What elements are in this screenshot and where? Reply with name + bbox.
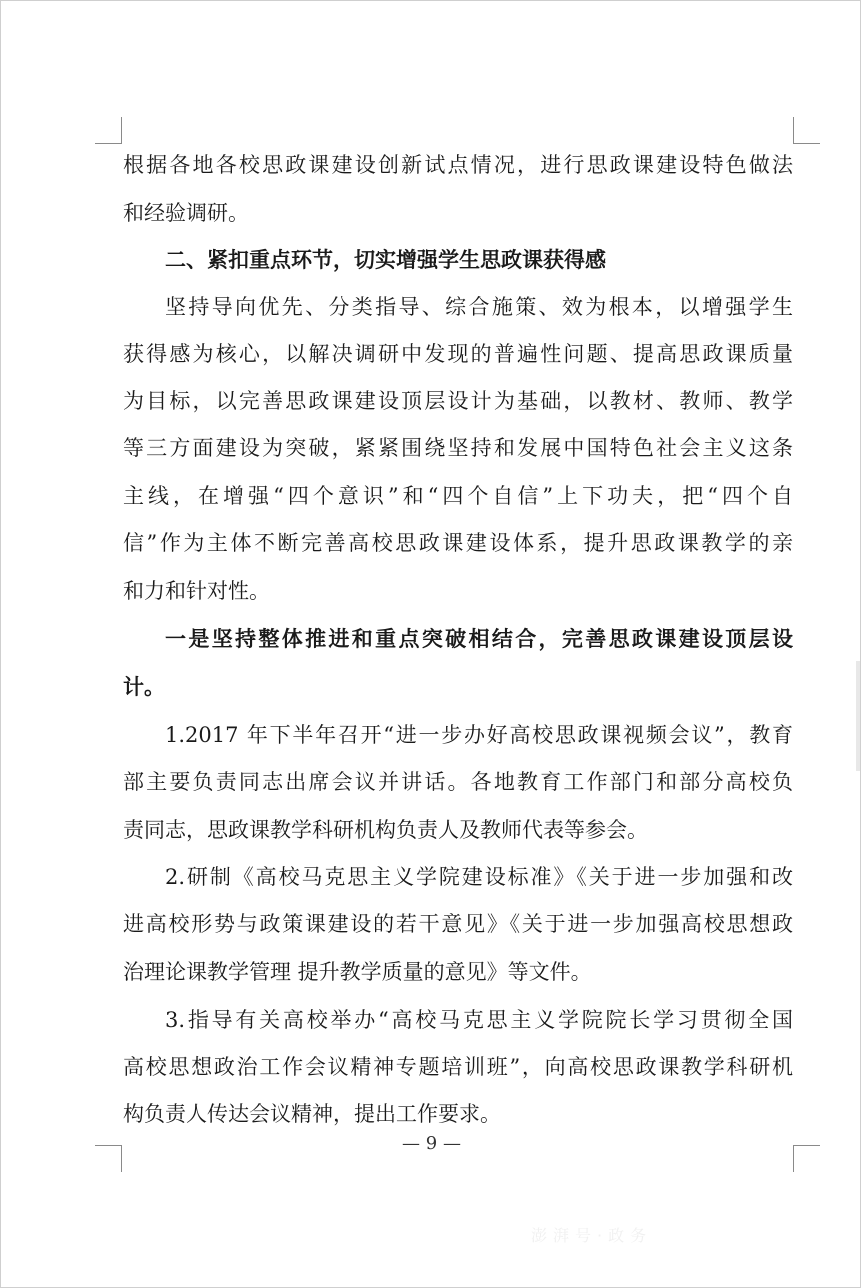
subheading-text-line: 计。: [123, 674, 165, 699]
crop-mark-top-right: [793, 117, 820, 144]
section-heading: 二、紧扣重点环节，切实增强学生思政课获得感: [165, 247, 606, 272]
body-text-line: 坚持导向优先、分类指导、综合施策、效为根本，以增强学生: [165, 295, 793, 319]
list-item-text-line: 治理论课教学管理 提升教学质量的意见》等文件。: [123, 960, 592, 984]
list-item-text-line: 责同志，思政课教学科研机构负责人及教师代表等参会。: [123, 818, 648, 842]
body-text-line: 等三方面建设为突破，紧紧围绕坚持和发展中国特色社会主义这条: [123, 436, 793, 460]
list-item-text-line: 1.2017 年下半年召开“进一步办好高校思政课视频会议”，教育: [165, 723, 793, 747]
list-item-text-line: 构负责人传达会议精神，提出工作要求。: [123, 1102, 501, 1126]
watermark: 澎湃号·政务: [531, 1226, 653, 1245]
body-text-line: 获得感为核心，以解决调研中发现的普遍性问题、提高思政课质量: [123, 342, 793, 366]
subheading-text-line: 一是坚持整体推进和重点突破相结合，完善思政课建设顶层设: [165, 626, 793, 651]
body-text-line: 主线，在增强“四个意识”和“四个自信”上下功夫，把“四个自: [123, 484, 793, 508]
side-scroll-mark: [856, 661, 860, 771]
list-item-text-line: 进高校形势与政策课建设的若干意见》《关于进一步加强高校思想政: [123, 912, 793, 936]
list-item-text-line: 高校思想政治工作会议精神专题培训班”，向高校思政课教学科研机: [123, 1055, 793, 1079]
body-text-line: 信”作为主体不断完善高校思政课建设体系，提升思政课教学的亲: [123, 531, 793, 555]
body-text-line: 根据各地各校思政课建设创新试点情况，进行思政课建设特色做法: [123, 153, 793, 177]
crop-mark-top-left: [95, 117, 122, 144]
body-text-line: 和力和针对性。: [123, 579, 270, 603]
page-number: — 9 —: [402, 1133, 461, 1154]
body-text-line: 为目标，以完善思政课建设顶层设计为基础，以教材、教师、教学: [123, 389, 793, 413]
list-item-text-line: 3.指导有关高校举办“高校马克思主义学院院长学习贯彻全国: [165, 1008, 793, 1032]
list-item-text-line: 部主要负责同志出席会议并讲话。各地教育工作部门和部分高校负: [123, 770, 793, 794]
list-item-text-line: 2.研制《高校马克思主义学院建设标准》《关于进一步加强和改: [165, 865, 793, 889]
body-text-line: 和经验调研。: [123, 201, 249, 225]
